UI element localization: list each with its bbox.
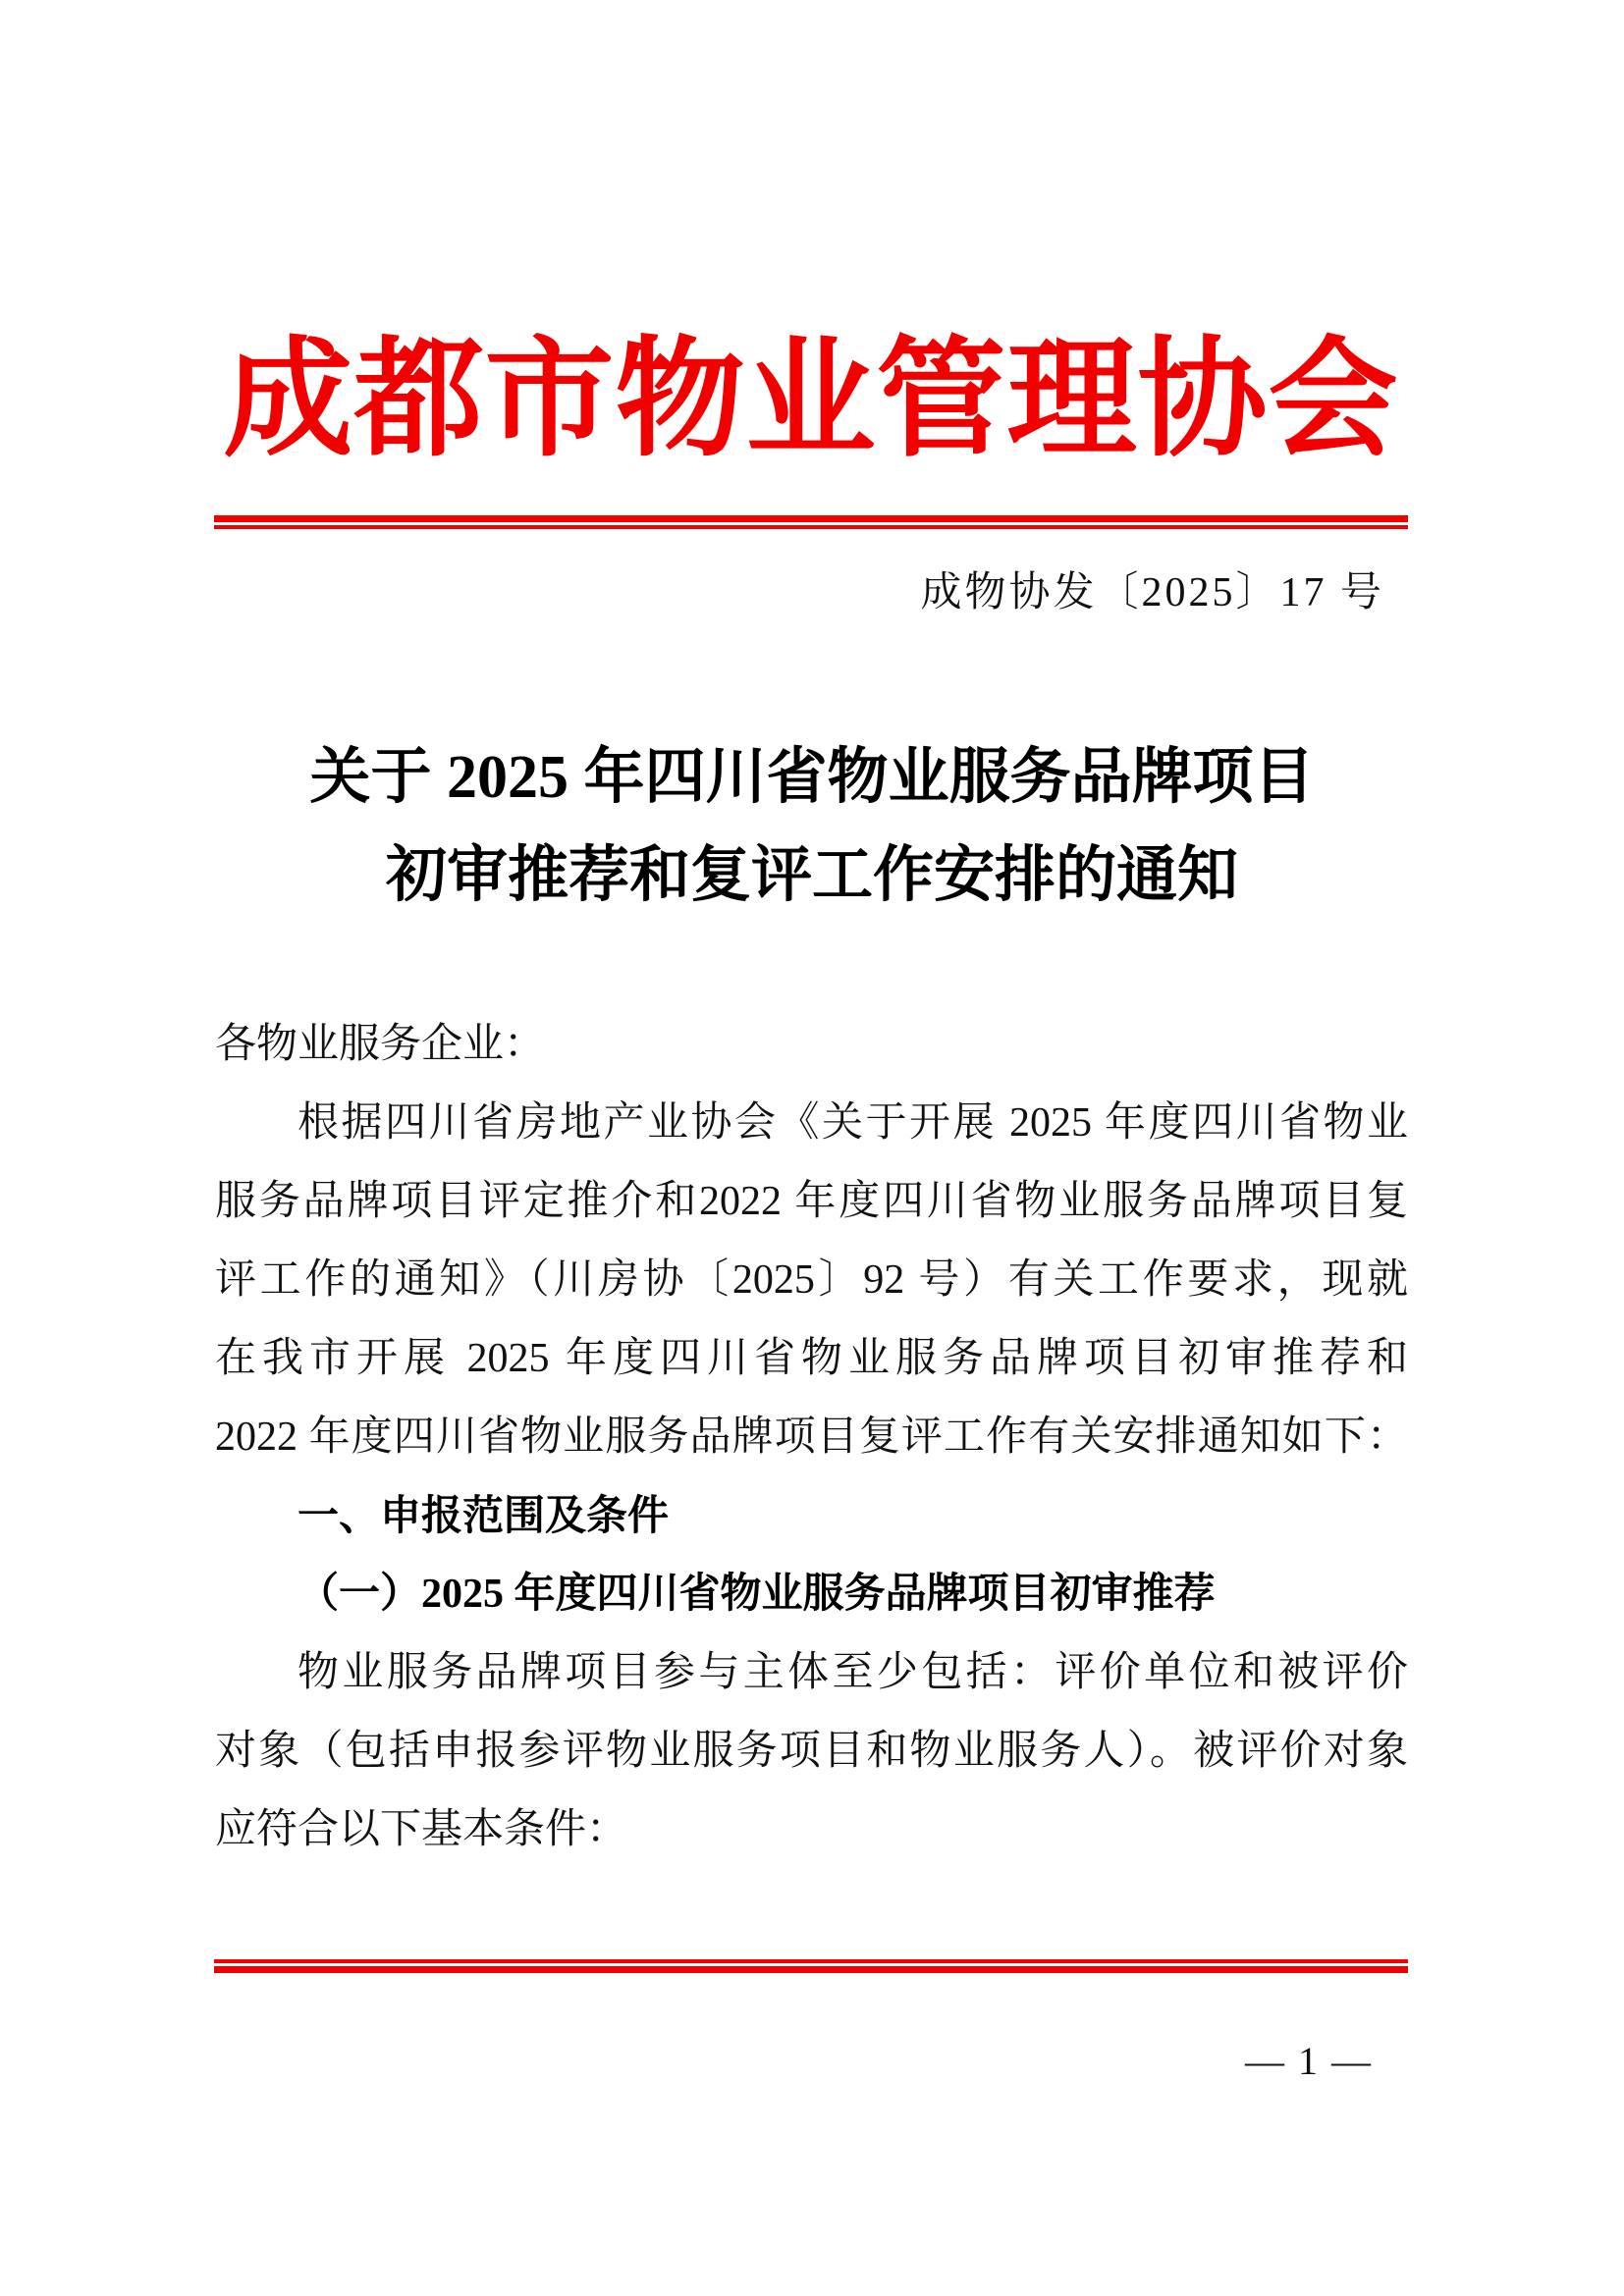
rule-bottom-thick-line <box>214 1966 1408 1973</box>
document-number: 成物协发〔2025〕17 号 <box>920 570 1384 615</box>
body-line: 在我市开展 2025 年度四川省物业服务品牌项目初审推荐和 <box>215 1336 1408 1381</box>
organization-masthead: 成都市物业管理协会 <box>223 328 1399 472</box>
body-line: 物业服务品牌项目参与主体至少包括：评价单位和被评价 <box>298 1650 1408 1695</box>
rule-top-thick-line <box>214 515 1408 522</box>
document-title <box>0 728 1624 925</box>
document-title-line2: 初审推荐和复评工作安排的通知 <box>385 842 1238 909</box>
body-line: 评工作的通知》（川房协〔2025〕92 号）有关工作要求，现就 <box>215 1257 1408 1303</box>
rule-top-thin-line <box>214 525 1408 529</box>
body-line: 对象（包括申报参评物业服务项目和物业服务人）。被评价对象 <box>215 1729 1408 1774</box>
subsection-heading-1-1: （一）2025 年度四川省物业服务品牌项目初审推荐 <box>298 1572 1216 1617</box>
body-line: 根据四川省房地产业协会《关于开展 2025 年度四川省物业 <box>298 1100 1408 1146</box>
body-line: 2022 年度四川省物业服务品牌项目复评工作有关安排通知如下： <box>215 1415 1408 1460</box>
section-heading-1: 一、申报范围及条件 <box>298 1492 670 1538</box>
red-double-rule-bottom <box>214 1959 1408 1973</box>
red-double-rule-top <box>214 515 1408 529</box>
document-body <box>215 1005 1408 1869</box>
body-line: 应符合以下基本条件： <box>215 1807 628 1852</box>
document-title-line1: 关于 2025 年四川省物业服务品牌项目 <box>309 744 1315 811</box>
page-number: — 1 — <box>1245 2039 1373 2083</box>
rule-bottom-thin-line <box>214 1959 1408 1963</box>
body-line: 服务品牌项目评定推介和2022 年度四川省物业服务品牌项目复 <box>215 1179 1408 1224</box>
body-line-salutation: 各物业服务企业： <box>215 1022 546 1067</box>
